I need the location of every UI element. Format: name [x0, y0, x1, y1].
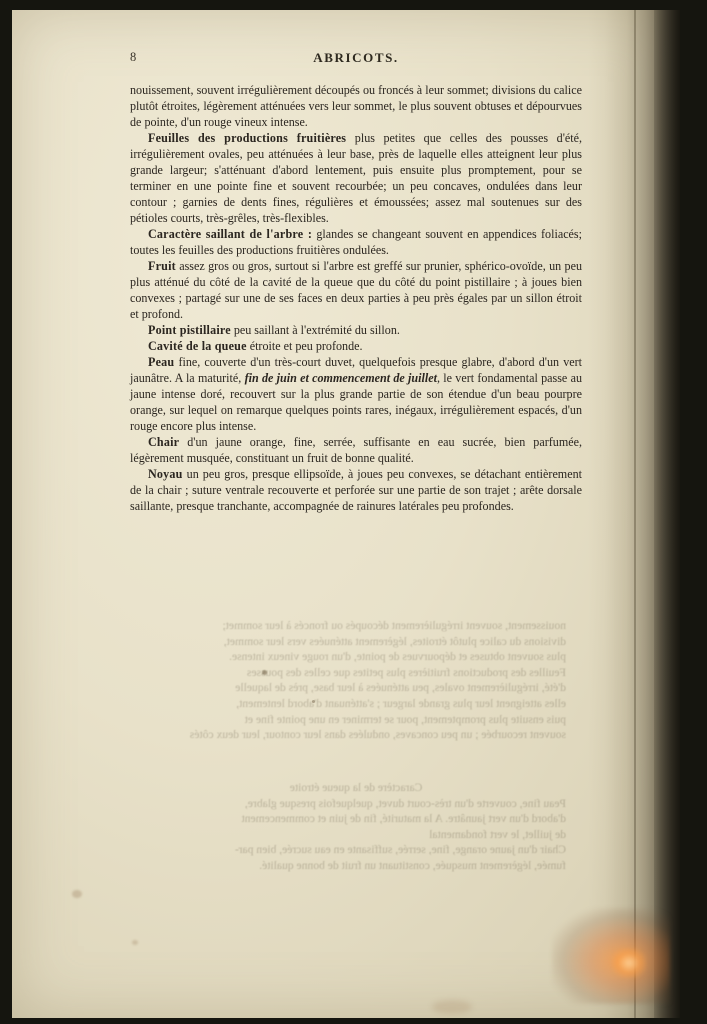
paragraph-text: d'un jaune orange, fine, serrée, suffisante en eau sucrée, bien parfumée, légèrement musquée, constituant un fruit de bonne qualité. [130, 435, 582, 465]
paragraph-text: assez gros ou gros, surtout si l'arbre est greffé sur prunier, sphérico-ovoïde, un peu plus atténué du côté de la cavité de la queue que du côté du point pistillaire ; à joues bien convexes ; partagé sur une de ses faces en deux parties à peu près égales par un sillon étroit et profond. [130, 259, 582, 321]
paragraph-text: glandes se changeant souvent en appendices foliacés; toutes les feuilles des productions fruitières ondulées. [130, 227, 582, 257]
page-number: 8 [130, 50, 137, 64]
paragraph-text: nouissement, souvent irrégulièrement découpés ou froncés à leur sommet; divisions du calice plutôt étroites, légèrement atténuées vers leur sommet, le plus souvent obtuses et dépourvues de pointe, d'un rouge vineux intense. [130, 83, 582, 129]
paragraph-lead: Noyau [148, 467, 183, 481]
paper-stain [72, 890, 82, 898]
paragraph-text: un peu gros, presque ellipsoïde, à joues peu convexes, se détachant entièrement de la chair ; suture ventrale recouverte et perforée sur une partie de son trajet ; arête dorsale saillante, presque tranchante, accompagnée de rainures latérales peu profondes. [130, 467, 582, 513]
paragraph-caractere [130, 226, 582, 258]
paragraph-lead: Peau [148, 355, 175, 369]
running-head [130, 50, 582, 72]
paragraph-peau [130, 354, 582, 434]
show-through-text-block-1: nouissement, souvent irrégulièrement découpés ou froncés à leur sommet; divisions du calice plutôt étroites, légèrement atténuées vers leur sommet, plus souvent obtuses et dépourvues de pointe, d'un rouge vineux intense. Feuilles des productions fruitières plus petites que celles des pousses d'été, irrégulièrement ovales, peu atténuées à leur base, près de laquelle elles atteignent leur plus grande largeur ; s'atténuant d'abord lentement, puis ensuite plus promptement, pour se terminer en une pointe fine et souvent recourbée ; un peu concaves, ondulées dans leur contour, leur deux côtés [189, 619, 566, 742]
paragraph-cavite [130, 338, 582, 354]
page-outer-edge [654, 10, 680, 1018]
paragraph-lead: Chair [148, 435, 180, 449]
paper-stain [132, 940, 138, 945]
paragraph-text: peu saillant à l'extrémité du sillon. [230, 323, 400, 337]
body-text [130, 82, 582, 514]
paragraph-lead: Point pistillaire [148, 323, 231, 337]
paper-stain [312, 700, 315, 703]
paragraph-text: étroite et peu profonde. [246, 339, 363, 353]
page-title: ABRICOTS. [313, 50, 399, 65]
paragraph-emphasis: fin de juin et commencement de juillet [244, 371, 437, 385]
paragraph-lead: Fruit [148, 259, 176, 273]
paper-stain [262, 670, 267, 675]
paragraph-feuilles [130, 130, 582, 226]
paragraph-chair [130, 434, 582, 466]
paper-stain [432, 1000, 472, 1014]
paragraph-lead: Caractère saillant de l'arbre : [148, 227, 313, 241]
paragraph-continuation [130, 82, 582, 130]
paragraph-point-pistillaire [130, 322, 582, 338]
paragraph-noyau [130, 466, 582, 514]
paragraph-lead: Feuilles des productions fruitières [148, 131, 347, 145]
paragraph-text: plus petites que celles des pousses d'été, irrégulièrement ovales, peu atténuées à leur base, près de laquelle elles atteignent leur plus grande largeur; s'atténuant d'abord lentement, puis ensuite plus promptement, pour se terminer en une pointe fine et souvent recourbée; un peu concaves, ondulées dans leur contour ; garnies de dents fines, régulières et émoussées; assez mal soutenues sur des pétioles courts, très-grêles, très-flexibles. [130, 131, 583, 225]
paragraph-text-cont: , le vert fondamental passe au jaune intense doré, recouvert sur la plus grande partie de son étendue d'un beau pourpre orange, sur lequel on remarque quelques points rares, inégaux, irrégulièrement espacés, d'un rouge encore plus intense. [130, 371, 582, 433]
paragraph-lead: Cavité de la queue [148, 339, 247, 353]
paragraph-text: fine, couverte d'un très-court duvet, quelquefois presque glabre, d'abord d'un vert jaunâtre. A la maturité, [130, 355, 582, 385]
show-through-text-block-2: Caractère de la queue étroite Peau fine, couverte d'un très-court duvet, quelquefois presque glabre, d'abord d'un vert jaunâtre. A la maturité, fin de juin et commencement de juillet, le vert fondamental Chair d'un jaune orange, fine, serrée, suffisante en eau sucrée, bien par- fumée, légèrement musquée, constituant un fruit de bonne qualité. [235, 781, 566, 872]
paper-leaf [12, 10, 680, 1018]
page-edge-line [634, 10, 636, 1018]
page-content [130, 50, 582, 514]
paragraph-fruit [130, 258, 582, 322]
